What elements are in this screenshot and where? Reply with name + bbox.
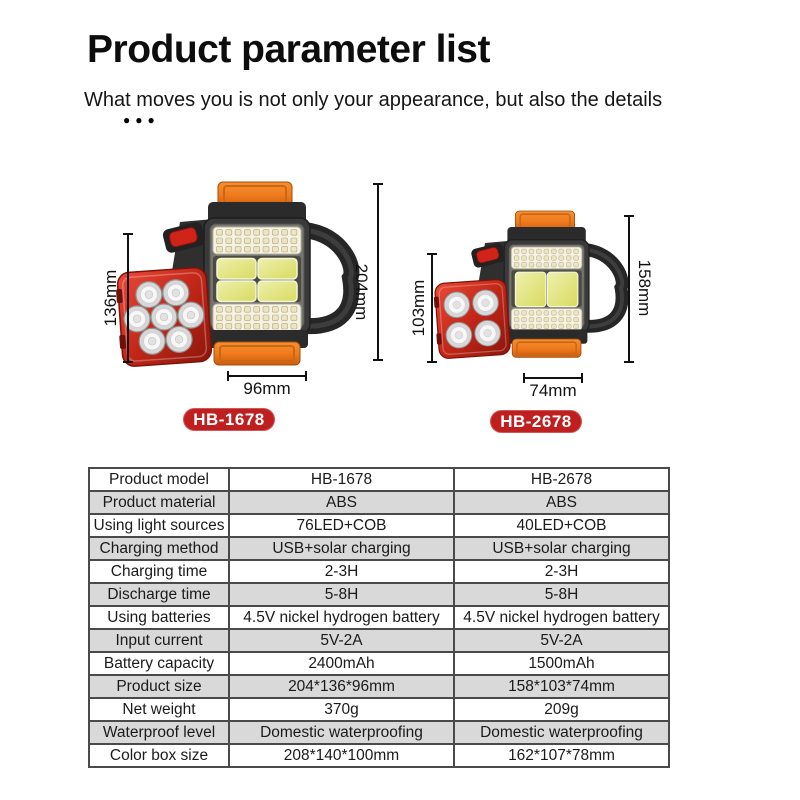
param-value: 1500mAh (454, 652, 669, 675)
param-label: Discharge time (89, 583, 229, 606)
param-value: 5-8H (229, 583, 454, 606)
param-value: 370g (229, 698, 454, 721)
param-value: Domestic waterproofing (454, 721, 669, 744)
dimension-label-width: 74mm (529, 381, 577, 400)
dimension-line-body-height (127, 233, 129, 363)
model-badge: HB-1678 (183, 408, 275, 431)
product-figure-hb1678 (90, 165, 390, 435)
param-value: HB-1678 (229, 468, 454, 491)
param-value: 4.5V nickel hydrogen battery (454, 606, 669, 629)
param-label: Using batteries (89, 606, 229, 629)
param-value: ABS (454, 491, 669, 514)
param-value: 2-3H (454, 560, 669, 583)
dimension-line-width (523, 377, 583, 379)
table-row (89, 721, 669, 744)
table-row (89, 629, 669, 652)
table-row (89, 675, 669, 698)
param-value: 40LED+COB (454, 514, 669, 537)
param-label: Product model (89, 468, 229, 491)
param-value: 4.5V nickel hydrogen battery (229, 606, 454, 629)
table-row (89, 698, 669, 721)
dimension-label-total-height: 204mm (352, 263, 371, 321)
param-value: 5V-2A (229, 629, 454, 652)
param-value: 158*103*74mm (454, 675, 669, 698)
product-figure-hb2678 (395, 165, 695, 435)
dimension-line-width (227, 375, 307, 377)
model-badge: HB-2678 (490, 410, 582, 433)
decorative-dots: ●●● (123, 113, 160, 127)
param-value: 5V-2A (454, 629, 669, 652)
table-row (89, 491, 669, 514)
param-label: Using light sources (89, 514, 229, 537)
param-value: USB+solar charging (454, 537, 669, 560)
page-title: Product parameter list (87, 28, 490, 71)
param-label: Waterproof level (89, 721, 229, 744)
param-value: ABS (229, 491, 454, 514)
page-subtitle: What moves you is not only your appearance, but also the details (84, 89, 663, 111)
parameter-table (88, 467, 670, 768)
table-row (89, 583, 669, 606)
dimension-label-body-height: 136mm (101, 269, 120, 327)
table-row (89, 652, 669, 675)
dimension-label-width: 96mm (243, 379, 291, 398)
param-label: Input current (89, 629, 229, 652)
param-value: Domestic waterproofing (229, 721, 454, 744)
param-label: Charging method (89, 537, 229, 560)
table-row (89, 606, 669, 629)
param-value: 204*136*96mm (229, 675, 454, 698)
dimension-label-body-height: 103mm (409, 279, 428, 337)
param-value: HB-2678 (454, 468, 669, 491)
param-label: Net weight (89, 698, 229, 721)
param-label: Battery capacity (89, 652, 229, 675)
dimension-line-body-height (431, 253, 433, 363)
param-value: 2-3H (229, 560, 454, 583)
param-label: Charging time (89, 560, 229, 583)
parameter-table-body (89, 468, 669, 767)
param-label: Product size (89, 675, 229, 698)
param-value: USB+solar charging (229, 537, 454, 560)
param-label: Color box size (89, 744, 229, 767)
param-value: 209g (454, 698, 669, 721)
param-value: 162*107*78mm (454, 744, 669, 767)
dimension-line-total-height (628, 215, 630, 363)
param-value: 5-8H (454, 583, 669, 606)
table-row (89, 744, 669, 767)
param-value: 76LED+COB (229, 514, 454, 537)
table-row (89, 514, 669, 537)
dimension-line-total-height (377, 183, 379, 361)
param-label: Product material (89, 491, 229, 514)
table-row (89, 468, 669, 491)
table-row (89, 560, 669, 583)
param-value: 2400mAh (229, 652, 454, 675)
param-value: 208*140*100mm (229, 744, 454, 767)
dimension-label-total-height: 158mm (635, 259, 654, 317)
table-row (89, 537, 669, 560)
